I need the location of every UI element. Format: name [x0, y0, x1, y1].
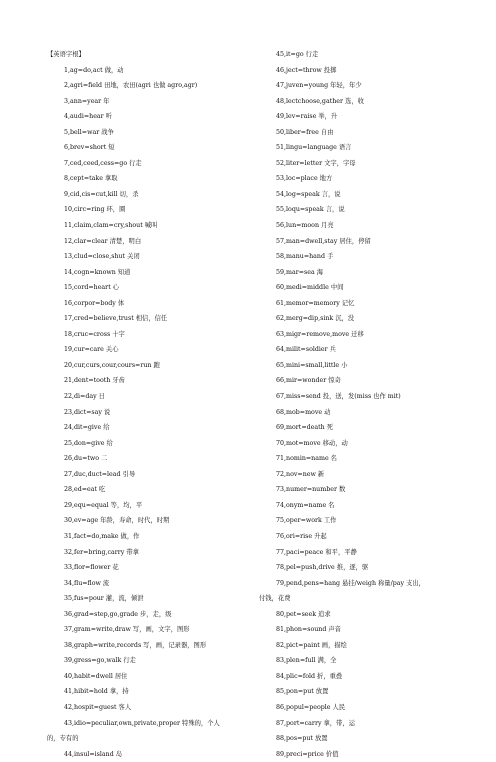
root-entry: 56,lun=moon 月亮	[276, 222, 334, 230]
root-entry: 42,hospit=guest 客人	[64, 703, 132, 711]
root-entry: 76,ori=rise 升起	[276, 532, 327, 540]
root-entry: 49,lev=raise 举，升	[276, 113, 338, 121]
root-entry: 4,audi=hear 听	[64, 113, 112, 121]
root-entry: 71,nomin=name 名	[276, 455, 337, 463]
root-entry: 5,bell=war 战争	[64, 128, 114, 136]
root-entry: 23,dict=say 说	[64, 408, 111, 416]
root-entry: 67,miss=send 投，送，发(miss 也作 mit)	[276, 393, 401, 401]
root-entry: 9,cid,cis=cut,kill 切，杀	[64, 190, 139, 198]
root-entry: 80,pet=seek 追求	[276, 610, 331, 618]
root-entry: 13,clud=close,shut 关闭	[64, 253, 140, 261]
root-entry: 17,cred=believe,trust 相信，信任	[64, 315, 168, 323]
root-entry: 39,gress=go,walk 行走	[64, 657, 136, 665]
root-entry: 36,grad=step,go,grade 步，走，级	[64, 610, 172, 618]
root-entry: 27,duc,duct=lead 引导	[64, 470, 136, 478]
root-entry: 88,pos=put 放置	[276, 735, 328, 743]
root-entry: 75,oper=work 工作	[276, 517, 337, 525]
root-entry: 53,loc=place 地方	[276, 175, 333, 183]
root-entry: 35,fus=pour 灌，流，倾泄	[64, 595, 144, 603]
root-entry: 32,fer=bring,carry 带拿	[64, 548, 139, 556]
root-entry: 11,claim,clam=cry,shout 喊叫	[64, 222, 158, 230]
root-entry: 78,pel=push,drive 推，逐，驱	[276, 564, 369, 572]
root-entry: 45,it=go 行走	[276, 51, 319, 58]
root-entry: 54,log=speak 言，说	[276, 190, 341, 198]
root-entry: 86,popul=people 人民	[276, 703, 346, 711]
root-entry: 87,port=carry 拿，带，运	[276, 719, 355, 727]
root-entry: 7,ced,ceed,cess=go 行走	[64, 159, 142, 167]
root-entry: 40,habit=dwell 居住	[64, 672, 128, 680]
root-entry: 46,ject=throw 投掷	[276, 66, 337, 74]
root-entry: 83,plen=full 满，全	[276, 657, 337, 665]
root-entry: 57,man=dwell,stay 居住，停留	[276, 237, 371, 245]
root-entry: 25,don=give 给	[64, 439, 113, 447]
root-entry: 16,corpor=body 体	[64, 299, 125, 307]
root-entry: 65,mini=small,little 小	[276, 361, 348, 369]
root-entry: 77,paci=peace 和平，平静	[276, 548, 357, 556]
root-entry: 3,ann=year 年	[64, 97, 110, 105]
root-entry: 50,liber=free 自由	[276, 128, 334, 136]
root-entry: 22,di=day 日	[64, 393, 105, 401]
root-entry: 63,migr=remove,move 迁移	[276, 330, 364, 338]
root-entry: 72,nov=new 新	[276, 470, 325, 478]
root-entry: 84,plic=fold 折，重叠	[276, 672, 343, 680]
root-entry: 15,cord=heart 心	[64, 284, 120, 292]
right-column	[259, 47, 479, 762]
left-column	[47, 47, 257, 762]
root-entry: 82,pict=paint 画，描绘	[276, 641, 347, 649]
root-entry: 37,gram=write,draw 写，画，文字，图形	[64, 626, 190, 634]
root-entry: 28,ed=eat 吃	[64, 486, 106, 494]
root-entry: 24,dit=give 给	[64, 424, 110, 432]
root-entry: 58,manu=hand 手	[276, 253, 334, 261]
root-entry: 12,clar=clear 清楚，明白	[64, 237, 142, 245]
document-title: 【英语字根】	[47, 51, 85, 58]
root-entry: 6,brev=short 短	[64, 144, 115, 152]
root-entry: 81,phon=sound 声音	[276, 626, 341, 634]
root-entry: 33,flor=flower 花	[64, 564, 119, 572]
root-entry: 30,ev=age 年龄，寿命，时代，时期	[64, 517, 170, 525]
root-entry: 79,pend,pens=hang 悬挂/weigh 称量/pay 支出，	[276, 579, 425, 587]
entry-continuation: 付钱，花费	[259, 595, 291, 603]
root-entry: 20,cur,curs,cour,cours=run 跑	[64, 361, 160, 369]
root-entry: 38,graph=write,records 写，画，记录器，图形	[64, 641, 207, 649]
root-entry: 69,mort=death 死	[276, 424, 333, 432]
root-entry: 31,fact=do,make 做，作	[64, 532, 140, 540]
root-entry: 18,cruc=cross 十字	[64, 330, 125, 338]
root-entry: 2,agri=field 田地，农田(agri 也做 agro,agr)	[64, 82, 198, 90]
root-entry: 8,cept=take 拿取	[64, 175, 118, 183]
root-entry: 70,mot=move 移动，动	[276, 439, 348, 447]
root-entry: 85,pon=put 放置	[276, 688, 329, 696]
root-entry: 10,circ=ring 环，圈	[64, 206, 126, 214]
root-entry: 21,dent=tooth 牙齿	[64, 377, 125, 385]
root-entry: 74,onym=name 名	[276, 501, 335, 509]
root-entry: 55,loqu=speak 言，说	[276, 206, 345, 214]
root-entry: 47,juven=young 年轻，年少	[276, 82, 362, 90]
root-entry: 34,flu=flow 流	[64, 579, 110, 587]
root-entry: 44,insul=island 岛	[64, 750, 123, 758]
root-entry: 59,mar=sea 海	[276, 268, 324, 276]
root-entry: 66,mir=wonder 惊奇	[276, 377, 341, 385]
root-entry: 51,lingu=language 语言	[276, 144, 352, 152]
root-entry: 89,preci=price 价值	[276, 750, 339, 758]
entry-continuation: 的，专有的	[47, 735, 79, 743]
root-entry: 48,lectchoose,gather 选，收	[276, 97, 364, 105]
root-entry: 29,equ=equal 等，均，平	[64, 501, 143, 509]
root-entry: 26,du=two 二	[64, 455, 108, 463]
root-entry: 73,numer=number 数	[276, 486, 346, 494]
root-entry: 19,cur=care 关心	[64, 346, 119, 354]
root-entry: 62,merg=dip,sink 沉，没	[276, 315, 355, 323]
root-entry: 14,cogn=known 知道	[64, 268, 131, 276]
root-entry: 52,liter=letter 文字，字母	[276, 159, 356, 167]
root-entry: 43,idio=peculiar,own,private,proper 特殊的，个人	[64, 719, 220, 727]
root-entry: 64,milit=soldier 兵	[276, 346, 336, 354]
root-entry: 41,hibit=hold 拿，持	[64, 688, 129, 696]
root-entry: 1,ag=do,act 做，动	[64, 66, 124, 74]
root-entry: 60,medi=middle 中间	[276, 284, 344, 292]
root-entry: 68,mob=move 动	[276, 408, 331, 416]
root-entry: 61,memor=memory 记忆	[276, 299, 355, 307]
